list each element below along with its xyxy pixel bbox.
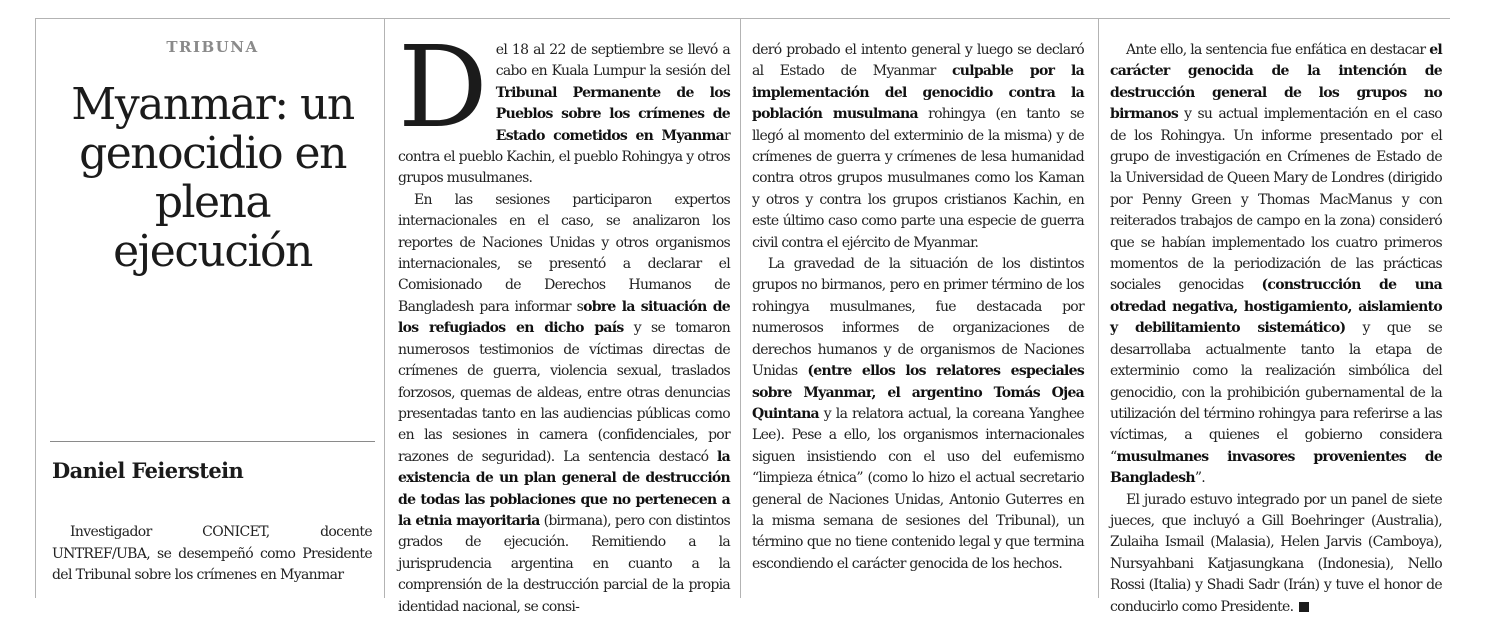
paragraph: En las sesiones participaron expertos internacionales en el caso, se analizaron los reportes de Naciones Unidas y otros organismos internacionales, se presentó a declarar el Comisionado de Derechos Humanos de Bangladesh para informar sobre la situación de los refugiados en dicho país y se tomaron numerosos testimonios de víctimas directas de crímenes de guerra, violencia sexual, traslados forzosos, quemas de aldeas, entre otras denuncias presentadas tanto en las audiencias públicas como en las sesiones in camera (confidenciales, por razones de seguridad). La sentencia destacó la existencia de un plan general de destrucción de todas las poblaciones que no pertenecen a la etnia mayoritaria (birmana), pero con distintos grados de ejecución. Remitiendo a la jurisprudencia argentina en cuanto a la comprensión de la destrucción parcial de la propia identidad nacional, se consi- bbox=[398, 191, 731, 615]
column-divider bbox=[35, 18, 36, 598]
author-separator bbox=[50, 441, 375, 442]
author-bio: Investigador CONICET, docente UNTREF/UBA, se desempeñó como Presidente del Tribunal sobre los crímenes en Myanmar bbox=[52, 524, 372, 583]
paragraph: deró probado el intento general y luego se declaró al Estado de Myanmar culpable por la implementación del genocidio contra la población musulmana rohingya (en tanto se llegó al momento del exterminio de la misma) y de crímenes de guerra y crímenes de lesa humanidad contra otros grupos musulmanes como los Kaman y otros y contra los grupos cristianos Kachin, en este último caso como parte una especie de guerra civil contra el ejército de Myanmar. bbox=[752, 42, 1084, 251]
column-divider bbox=[1098, 18, 1099, 598]
section-label: TRIBUNA bbox=[166, 38, 259, 56]
paragraph: Ante ello, la sentencia fue enfática en destacar el carácter genocida de la intención de destrucción general de los grupos no birmanos y su actual implementación en el caso de los Rohingya. Un informe presentado por el grupo de investigación en Crímenes de Estado de la Universidad de Queen Mary de Londres (dirigido por Penny Green y Thomas MacManus y con reiterados trabajos de campo en la zona) consideró que se habían implementado los cuatro primeros momentos de la periodización de las prácticas sociales genocidas (construcción de una otredad negativa, hostigamiento, aislamiento y debilitamiento sistemático) y que se desarrollaba actualmente tanto la etapa de exterminio como la realización simbólica del genocidio, con la prohibición gubernamental de la utilización del término rohingya para referirse a las víctimas, a quienes el gobierno considera “musulmanes invasores provenientes de Bangladesh”. bbox=[1110, 42, 1443, 487]
top-rule bbox=[35, 18, 1450, 19]
paragraph: La gravedad de la situación de los distintos grupos no birmanos, pero en primer término de los rohingya musulmanes, fue destacada por numerosos informes de organizaciones de derechos humanos y de organismos de Naciones Unidas (entre ellos los relatores especiales sobre Myanmar, el argentino Tomás Ojea Quintana y la relatora actual, la coreana Yanghee Lee). Pese a ello, los organismos internacionales siguen insistiendo con el uso del eufemismo “limpieza étnica” (como lo hizo el actual secretario general de Naciones Unidas, Antonio Guterres en la misma semana de sesiones del Tribunal), un término que no tiene contenido legal y que termina escondiendo el carácter genocida de los hechos. bbox=[752, 256, 1084, 572]
end-mark-icon bbox=[1299, 602, 1309, 612]
paragraph: El jurado estuvo integrado por un panel de siete jueces, que incluyó a Gill Boehringer (Australia), Zulaiha Ismail (Malasia), Helen Jarvis (Camboya), Nursyahbani Katjasungkana (Indonesia), Nello Rossi (Italia) y Shadi Sadr (Irán) y tuve el honor de conducirlo como Presidente. bbox=[1110, 491, 1442, 615]
author-name: Daniel Feierstein bbox=[52, 458, 244, 483]
column-divider bbox=[384, 18, 385, 598]
drop-cap: D bbox=[398, 23, 488, 153]
article-column-2 bbox=[752, 40, 1084, 575]
article-column-3 bbox=[1110, 40, 1442, 618]
headline: Myanmar: un genocidio en plena ejecución bbox=[71, 79, 354, 277]
article-column-1 bbox=[398, 23, 731, 618]
paragraph: Del 18 al 22 de septiembre se llevó a cabo en Kuala Lumpur la sesión del Tribunal Permanente de los Pueblos sobre los crímenes de Estado cometidos en Myanmar contra el pueblo Kachin, el pueblo Rohingya y otros grupos musulmanes. bbox=[398, 23, 730, 187]
column-divider bbox=[740, 18, 741, 598]
title-column bbox=[50, 38, 375, 276]
